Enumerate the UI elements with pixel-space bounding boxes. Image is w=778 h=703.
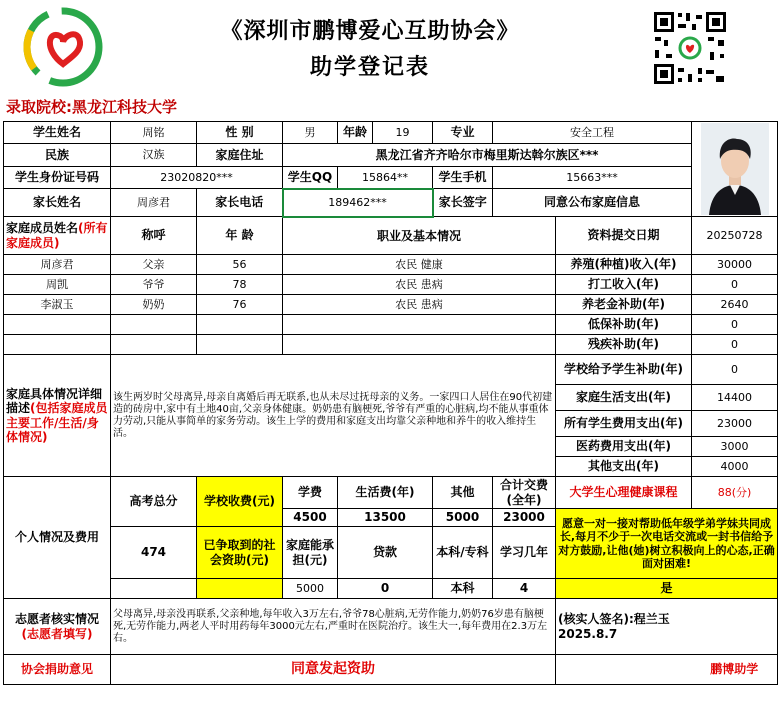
label-fee-tuition: 学费 (283, 477, 338, 509)
member-age-empty[interactable] (197, 335, 283, 355)
submit-date-value[interactable]: 20250728 (692, 217, 778, 255)
family-afford-value[interactable]: 5000 (283, 579, 338, 599)
label-submit-date: 资料提交日期 (556, 217, 692, 255)
finance-value[interactable]: 23000 (692, 411, 778, 437)
finance-label: 家庭生活支出(年) (556, 385, 692, 411)
finance-value[interactable]: 4000 (692, 457, 778, 477)
member-relation[interactable]: 爷爷 (111, 275, 197, 295)
member-occupation-empty[interactable] (283, 335, 556, 355)
label-fee-other: 其他 (433, 477, 493, 509)
total-value[interactable]: 23000 (493, 509, 556, 527)
label-phone: 学生手机 (433, 167, 493, 189)
finance-label: 医药费用支出(年) (556, 437, 692, 457)
label-fee-living: 生活费(年) (338, 477, 433, 509)
mental-score-value[interactable]: 88(分) (692, 477, 778, 509)
label-volunteer-check (4, 599, 111, 655)
label-parent-sign: 家长签字 (433, 189, 493, 217)
label-major: 专业 (433, 122, 493, 144)
member-occupation[interactable]: 农民 患病 (283, 275, 556, 295)
label-id-number: 学生身份证号码 (4, 167, 111, 189)
label-address: 家庭住址 (197, 144, 283, 167)
finance-label: 养殖(种植)收入(年) (556, 255, 692, 275)
form-subtitle: 助学登记表 (309, 54, 430, 80)
years-value[interactable]: 4 (493, 579, 556, 599)
finance-value[interactable]: 30000 (692, 255, 778, 275)
member-relation[interactable]: 奶奶 (111, 295, 197, 315)
label-assoc-opinion: 协会捐助意见 (4, 655, 111, 685)
member-age[interactable]: 76 (197, 295, 283, 315)
assoc-decision[interactable]: 同意发起资助 (111, 655, 556, 685)
label-mental-course: 大学生心理健康课程 (556, 477, 692, 509)
verifier-cell (556, 599, 778, 655)
label-age: 年龄 (338, 122, 373, 144)
family-members-note: (所有家庭成员) (6, 221, 108, 250)
parent-phone-value[interactable]: 189462*** (283, 189, 433, 217)
student-photo-cell (692, 122, 778, 217)
tuition-value[interactable]: 4500 (283, 509, 338, 527)
member-relation[interactable]: 父亲 (111, 255, 197, 275)
finance-value[interactable]: 0 (692, 315, 778, 335)
finance-value[interactable]: 0 (692, 275, 778, 295)
label-ethnicity: 民族 (4, 144, 111, 167)
label-tuition: 学校收费(元) (197, 477, 283, 527)
label-gender: 性 别 (197, 122, 283, 144)
finance-label: 所有学生费用支出(年) (556, 411, 692, 437)
member-name[interactable]: 周彦君 (4, 255, 111, 275)
student-photo-icon (701, 123, 769, 215)
finance-label: 残疾补助(年) (556, 335, 692, 355)
member-occupation-empty[interactable] (283, 315, 556, 335)
student-name-value[interactable]: 周铭 (111, 122, 197, 144)
finance-value[interactable]: 3000 (692, 437, 778, 457)
member-age[interactable]: 56 (197, 255, 283, 275)
finance-value[interactable]: 2640 (692, 295, 778, 315)
pledge-answer[interactable]: 是 (556, 579, 778, 599)
label-level: 本科/专科 (433, 527, 493, 579)
phone-value[interactable]: 15663*** (493, 167, 692, 189)
finance-value[interactable]: 0 (692, 335, 778, 355)
living-value[interactable]: 13500 (338, 509, 433, 527)
member-relation-empty[interactable] (111, 315, 197, 335)
verifier-label: (核实人签名):程兰玉 (558, 612, 670, 627)
finance-label: 其他支出(年) (556, 457, 692, 477)
label-member-age: 年 龄 (197, 217, 283, 255)
finance-label: 养老金补助(年) (556, 295, 692, 315)
label-parent-phone: 家长电话 (197, 189, 283, 217)
member-occupation[interactable]: 农民 患病 (283, 295, 556, 315)
label-qq: 学生QQ (283, 167, 338, 189)
label-years: 学习几年 (493, 527, 556, 579)
registration-form (3, 121, 778, 685)
gender-value[interactable]: 男 (283, 122, 338, 144)
verify-date: 2025.8.7 (558, 626, 618, 641)
label-family-desc (4, 355, 111, 477)
member-age[interactable]: 78 (197, 275, 283, 295)
level-value[interactable]: 本科 (433, 579, 493, 599)
pledge-text: 愿意一对一接对帮助低年级学弟学妹共同成长,每月不少于一次电话交流或一封书信给予对方鼓励,让他(她)树立积极向上的心态,正确面对困难! (556, 509, 778, 579)
qr-code-icon (652, 10, 728, 86)
label-loan: 贷款 (338, 527, 433, 579)
volunteer-check-label: 志愿者核实情况 (14, 612, 99, 627)
member-name[interactable]: 周凯 (4, 275, 111, 295)
volunteer-text[interactable]: 父母离异,母亲没再联系,父亲种地,每年收入3万左右,爷爷78心脏病,无劳作能力,奶奶76岁患有脑梗死,无劳作能力,两老人平时用药每年3000元左右,严重时在医院治疗。该生大一,每年费用在2.3万左右。 (111, 599, 556, 655)
label-fee-total: 合计交费(全年) (493, 477, 556, 509)
exam-score-value[interactable]: 474 (111, 527, 197, 579)
family-desc-label: 家庭具体情况详细描述 (6, 386, 103, 416)
exam-score-empty (111, 579, 197, 599)
finance-value[interactable]: 14400 (692, 385, 778, 411)
label-family-members (4, 217, 111, 255)
family-members-label: 家庭成员姓名 (6, 221, 79, 236)
age-value[interactable]: 19 (373, 122, 433, 144)
parent-consent-value[interactable]: 同意公布家庭信息 (493, 189, 692, 217)
aid-received-value[interactable] (197, 579, 283, 599)
form-title: 《深圳市鹏博爱心互助协会》 (220, 18, 520, 44)
label-aid-received: 已争取到的社会资助(元) (197, 527, 283, 579)
finance-label: 打工收入(年) (556, 275, 692, 295)
label-student-name: 学生姓名 (4, 122, 111, 144)
loan-value[interactable]: 0 (338, 579, 433, 599)
heart-logo-icon (22, 6, 104, 88)
major-value[interactable]: 安全工程 (493, 122, 692, 144)
qq-value[interactable]: 15864** (338, 167, 433, 189)
finance-label: 低保补助(年) (556, 315, 692, 335)
signature-stamp: 鹏博助学 (692, 655, 778, 685)
admitted-school: 录取院校:黑龙江科技大学 (6, 98, 177, 116)
other-value[interactable]: 5000 (433, 509, 493, 527)
member-age-empty[interactable] (197, 315, 283, 335)
signature-spacer (556, 655, 692, 685)
label-occupation: 职业及基本情况 (283, 217, 556, 255)
address-value[interactable]: 黑龙江省齐齐哈尔市梅里斯达斡尔族区*** (283, 144, 692, 167)
member-occupation[interactable]: 农民 健康 (283, 255, 556, 275)
ethnicity-value[interactable]: 汉族 (111, 144, 197, 167)
member-name[interactable]: 李淑玉 (4, 295, 111, 315)
member-name-empty[interactable] (4, 335, 111, 355)
id-number-value[interactable]: 23020820*** (111, 167, 283, 189)
family-description-text[interactable]: 该生两岁时父母离异,母亲自离婚后再无联系,也从未尽过抚母亲的义务。一家四口人居住在90代初建造的砖房中,家中有土地40亩,父亲身体健康。奶奶患有脑梗死,爷爷有严重的心脏病,均不能从事重体力劳动,只能从事简单的家务劳动。该生上学的费用和家庭支出均靠父亲种地和养牛的收入维持生活。 (111, 355, 556, 477)
family-desc-note: (包括家庭成员主要工作/生活/身体情况) (6, 401, 108, 444)
finance-value[interactable]: 0 (692, 355, 778, 385)
member-relation-empty[interactable] (111, 335, 197, 355)
parent-name-value[interactable]: 周彦君 (111, 189, 197, 217)
member-name-empty[interactable] (4, 315, 111, 335)
label-exam-score: 高考总分 (111, 477, 197, 527)
label-family-afford: 家庭能承担(元) (283, 527, 338, 579)
label-parent-name: 家长姓名 (4, 189, 111, 217)
volunteer-note: (志愿者填写) (21, 626, 93, 641)
header (0, 0, 744, 92)
finance-label: 学校给予学生补助(年) (556, 355, 692, 385)
label-relation: 称呼 (111, 217, 197, 255)
label-personal-fees: 个人情况及费用 (4, 477, 111, 599)
